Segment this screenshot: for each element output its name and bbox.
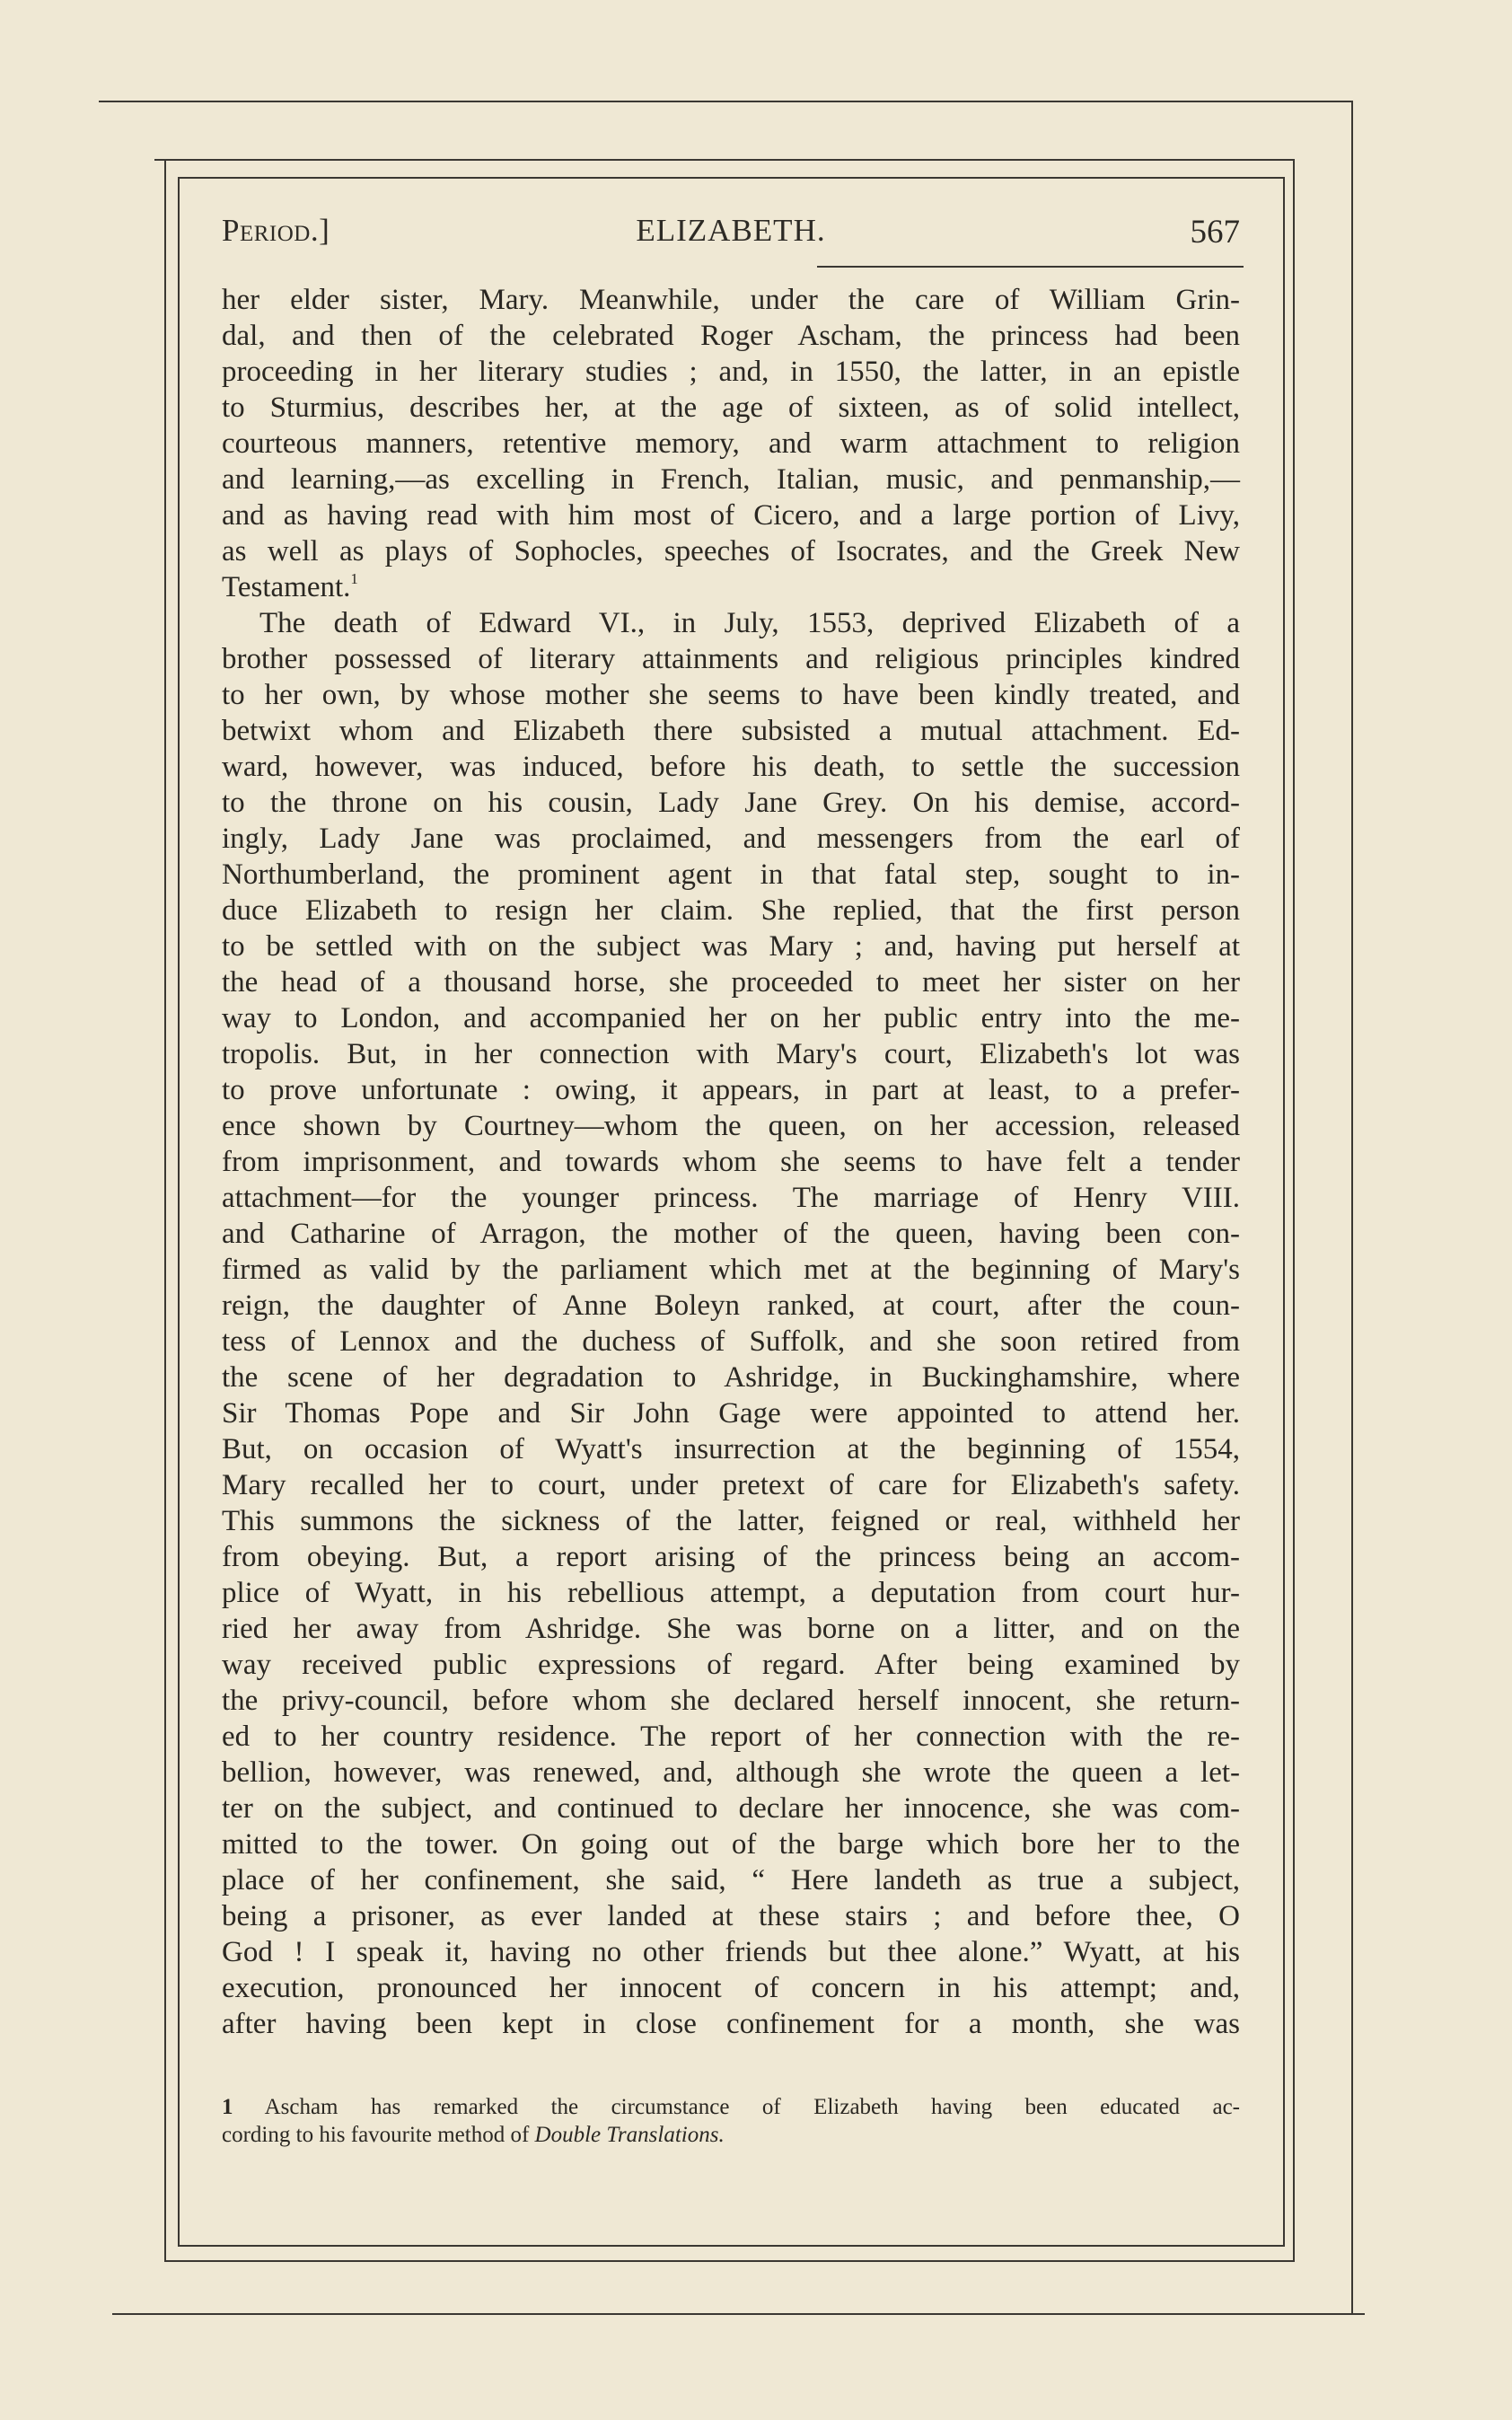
inner-frame-top [178, 177, 1284, 179]
body-text [222, 282, 1240, 2042]
text-line: being a prisoner, as ever landed at these stairs ; and before thee, O [222, 1900, 1240, 1932]
text-line: way received public expressions of regard. After being examined by [222, 1649, 1240, 1681]
text-line: proceeding in her literary studies ; and, in 1550, the latter, in an epistle [222, 356, 1240, 388]
header-title: ELIZABETH. [636, 213, 826, 248]
text-line: and as having read with him most of Cicero, and a large portion of Livy, [222, 499, 1240, 532]
inner-frame-bottom [178, 2245, 1284, 2247]
mid-frame-left [164, 159, 166, 2260]
text-line: Testament. [222, 571, 351, 603]
text-line: This summons the sickness of the latter, feigned or real, withheld her [222, 1505, 1240, 1537]
text-line: to her own, by whose mother she seems to have been kindly treated, and [222, 679, 1240, 711]
text-line: Mary recalled her to court, under pretext of care for Elizabeth's safety. [222, 1469, 1240, 1501]
text-line: execution, pronounced her innocent of concern in his attempt; and, [222, 1972, 1240, 2004]
text-line: to prove unfortunate : owing, it appears, in part at least, to a prefer- [222, 1074, 1240, 1106]
text-line: ingly, Lady Jane was proclaimed, and messengers from the earl of [222, 823, 1240, 855]
footnote-line [222, 2093, 1240, 2121]
text-line: ed to her country residence. The report of her connection with the re- [222, 1720, 1240, 1753]
footnote [222, 2093, 1240, 2149]
text-line: But, on occasion of Wyatt's insurrection at the beginning of 1554, [222, 1433, 1240, 1465]
paragraph-start: The death of Edward VI., in July, 1553, deprived Elizabeth of a [259, 607, 1240, 639]
text-line: ence shown by Courtney—whom the queen, on her accession, released [222, 1110, 1240, 1142]
mid-frame-bottom [164, 2260, 1295, 2262]
text-line: brother possessed of literary attainments and religious principles kindred [222, 643, 1240, 675]
outer-frame-right [1351, 101, 1353, 2313]
footnote-italic-title: Double Translations. [534, 2123, 725, 2147]
footnote-text: Ascham has remarked the circumstance of Elizabeth having been educated ac- [264, 2095, 1240, 2119]
text-line: the head of a thousand horse, she proceeded to meet her sister on her [222, 966, 1240, 999]
text-line: ward, however, was induced, before his death, to settle the succession [222, 751, 1240, 783]
text-line: and Catharine of Arragon, the mother of the queen, having been con- [222, 1218, 1240, 1250]
footnote-line [222, 2121, 1240, 2149]
text-line: place of her confinement, she said, “ Here landeth as true a subject, [222, 1864, 1240, 1896]
footnote-reference: 1 [350, 570, 358, 587]
text-line: after having been kept in close confinement for a month, she was [222, 2008, 1240, 2040]
header-rule [817, 266, 1244, 268]
text-line: firmed as valid by the parliament which met at the beginning of Mary's [222, 1254, 1240, 1286]
text-line: tess of Lennox and the duchess of Suffolk, and she soon retired from [222, 1325, 1240, 1358]
outer-frame-bottom [112, 2313, 1365, 2315]
inner-frame-right [1283, 177, 1285, 2247]
text-line: tropolis. But, in her connection with Mary's court, Elizabeth's lot was [222, 1038, 1240, 1070]
text-line: duce Elizabeth to resign her claim. She replied, that the first person [222, 894, 1240, 927]
mid-frame-top [154, 159, 1293, 161]
page-number: 567 [1190, 214, 1240, 251]
text-line: to the throne on his cousin, Lady Jane Grey. On his demise, accord- [222, 787, 1240, 819]
header-section: Period.] [222, 213, 330, 248]
text-line: mitted to the tower. On going out of the barge which bore her to the [222, 1828, 1240, 1861]
text-line: plice of Wyatt, in his rebellious attempt, a deputation from court hur- [222, 1577, 1240, 1609]
footnote-text: cording to his favourite method of [222, 2123, 530, 2147]
text-line: Northumberland, the prominent agent in that fatal step, sought to in- [222, 858, 1240, 891]
text-line: way to London, and accompanied her on her public entry into the me- [222, 1002, 1240, 1034]
footnote-number: 1 [222, 2095, 233, 2119]
text-line: and learning,—as excelling in French, Italian, music, and penmanship,— [222, 463, 1240, 496]
text-line: as well as plays of Sophocles, speeches of Isocrates, and the Greek New [222, 535, 1240, 568]
text-line: reign, the daughter of Anne Boleyn ranked, at court, after the coun- [222, 1289, 1240, 1322]
text-line: God ! I speak it, having no other friends but thee alone.” Wyatt, at his [222, 1936, 1240, 1968]
text-line: ter on the subject, and continued to declare her innocence, she was com- [222, 1792, 1240, 1825]
text-line-with-footnote-ref [222, 569, 1240, 605]
text-line: courteous manners, retentive memory, and warm attachment to religion [222, 427, 1240, 460]
text-line: attachment—for the younger princess. The marriage of Henry VIII. [222, 1182, 1240, 1214]
text-line: betwixt whom and Elizabeth there subsisted a mutual attachment. Ed- [222, 715, 1240, 747]
text-line: Sir Thomas Pope and Sir John Gage were appointed to attend her. [222, 1397, 1240, 1430]
inner-frame-left [178, 177, 180, 2247]
text-line: to Sturmius, describes her, at the age of sixteen, as of solid intellect, [222, 392, 1240, 424]
text-line: bellion, however, was renewed, and, although she wrote the queen a let- [222, 1756, 1240, 1789]
outer-frame-top [99, 101, 1352, 102]
text-line: from obeying. But, a report arising of the princess being an accom- [222, 1541, 1240, 1573]
running-header [222, 213, 1240, 258]
text-line: the privy-council, before whom she declared herself innocent, she return- [222, 1685, 1240, 1717]
text-line: her elder sister, Mary. Meanwhile, under the care of William Grin- [222, 284, 1240, 316]
text-line: to be settled with on the subject was Mary ; and, having put herself at [222, 930, 1240, 963]
mid-frame-right [1293, 159, 1295, 2260]
text-line: the scene of her degradation to Ashridge, in Buckinghamshire, where [222, 1361, 1240, 1394]
text-line: ried her away from Ashridge. She was borne on a litter, and on the [222, 1613, 1240, 1645]
text-line: from imprisonment, and towards whom she seems to have felt a tender [222, 1146, 1240, 1178]
text-line: dal, and then of the celebrated Roger Ascham, the princess had been [222, 320, 1240, 352]
